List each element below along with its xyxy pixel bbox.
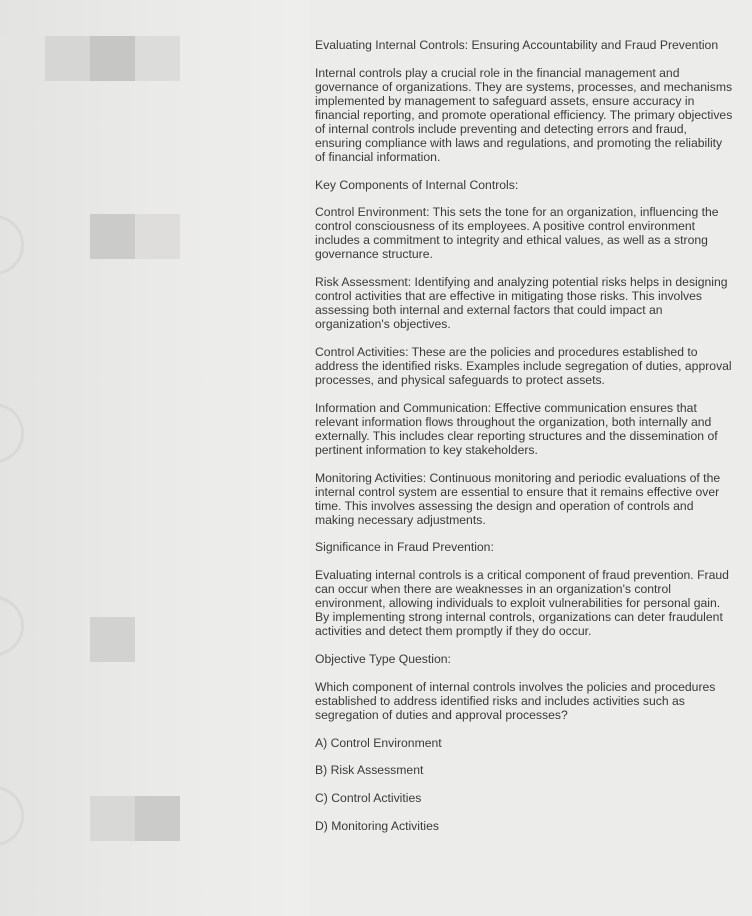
decorative-block xyxy=(90,214,135,259)
decorative-block xyxy=(0,36,45,81)
document-body xyxy=(315,38,733,847)
decorative-block xyxy=(90,617,135,662)
question-heading: Objective Type Question: xyxy=(315,651,451,666)
document-title: Evaluating Internal Controls: Ensuring Accountability and Fraud Prevention xyxy=(315,38,719,52)
decorative-block xyxy=(135,796,180,841)
component-information-communication: Information and Communication: Effective communication ensures that relevant information flows throughout the organization, both internally and externally. This includes clear reporting structures and the dissemination of pertinent information to key stakeholders. xyxy=(315,400,718,457)
intro-paragraph: Internal controls play a crucial role in the financial management and governance of organizations. They are systems, processes, and mechanisms implemented by management to safeguard assets, ensure accuracy in financial reporting, and promote operational efficiency. The primary objectives of internal controls include preventing and detecting errors and fraud, ensuring compliance with laws and regulations, and promoting the reliability of financial information. xyxy=(315,65,733,164)
component-monitoring-activities: Monitoring Activities: Continuous monitoring and periodic evaluations of the internal control system are essential to ensure that it remains effective over time. This involves assessing the design and operation of controls and making necessary adjustments. xyxy=(315,470,721,527)
decorative-block xyxy=(135,214,180,259)
option-d: D) Monitoring Activities xyxy=(315,818,439,833)
significance-heading: Significance in Fraud Prevention: xyxy=(315,540,494,555)
option-c: C) Control Activities xyxy=(315,791,422,806)
option-a: A) Control Environment xyxy=(315,735,442,750)
decorative-block xyxy=(90,796,135,841)
decorative-block xyxy=(45,36,90,81)
component-control-environment: Control Environment: This sets the tone for an organization, influencing the control consciousness of its employees. A positive control environment includes a commitment to integrity and ethical values, as well as a strong governance structure. xyxy=(315,205,719,262)
components-heading: Key Components of Internal Controls: xyxy=(315,177,519,192)
component-risk-assessment: Risk Assessment: Identifying and analyzing potential risks helps in designing control activities that are effective in mitigating those risks. This involves assessing both internal and external factors that could impact an organization's objectives. xyxy=(315,275,728,332)
question-text: Which component of internal controls involves the policies and procedures established to address identified risks and includes activities such as segregation of duties and approval processes? xyxy=(315,679,716,722)
decorative-block xyxy=(90,36,135,81)
decorative-block xyxy=(135,36,180,81)
significance-paragraph: Evaluating internal controls is a critical component of fraud prevention. Fraud can occur when there are weaknesses in an organization's control environment, allowing individuals to exploit vulnerabilities for personal gain. By implementing strong internal controls, organizations can deter fraudulent activities and detect them promptly if they do occur. xyxy=(315,568,729,639)
option-b: B) Risk Assessment xyxy=(315,763,424,778)
component-control-activities: Control Activities: These are the policies and procedures established to address the identified risks. Examples include segregation of duties, approval processes, and physical safeguards to protect assets. xyxy=(315,344,732,387)
background-left-panel xyxy=(0,0,310,916)
